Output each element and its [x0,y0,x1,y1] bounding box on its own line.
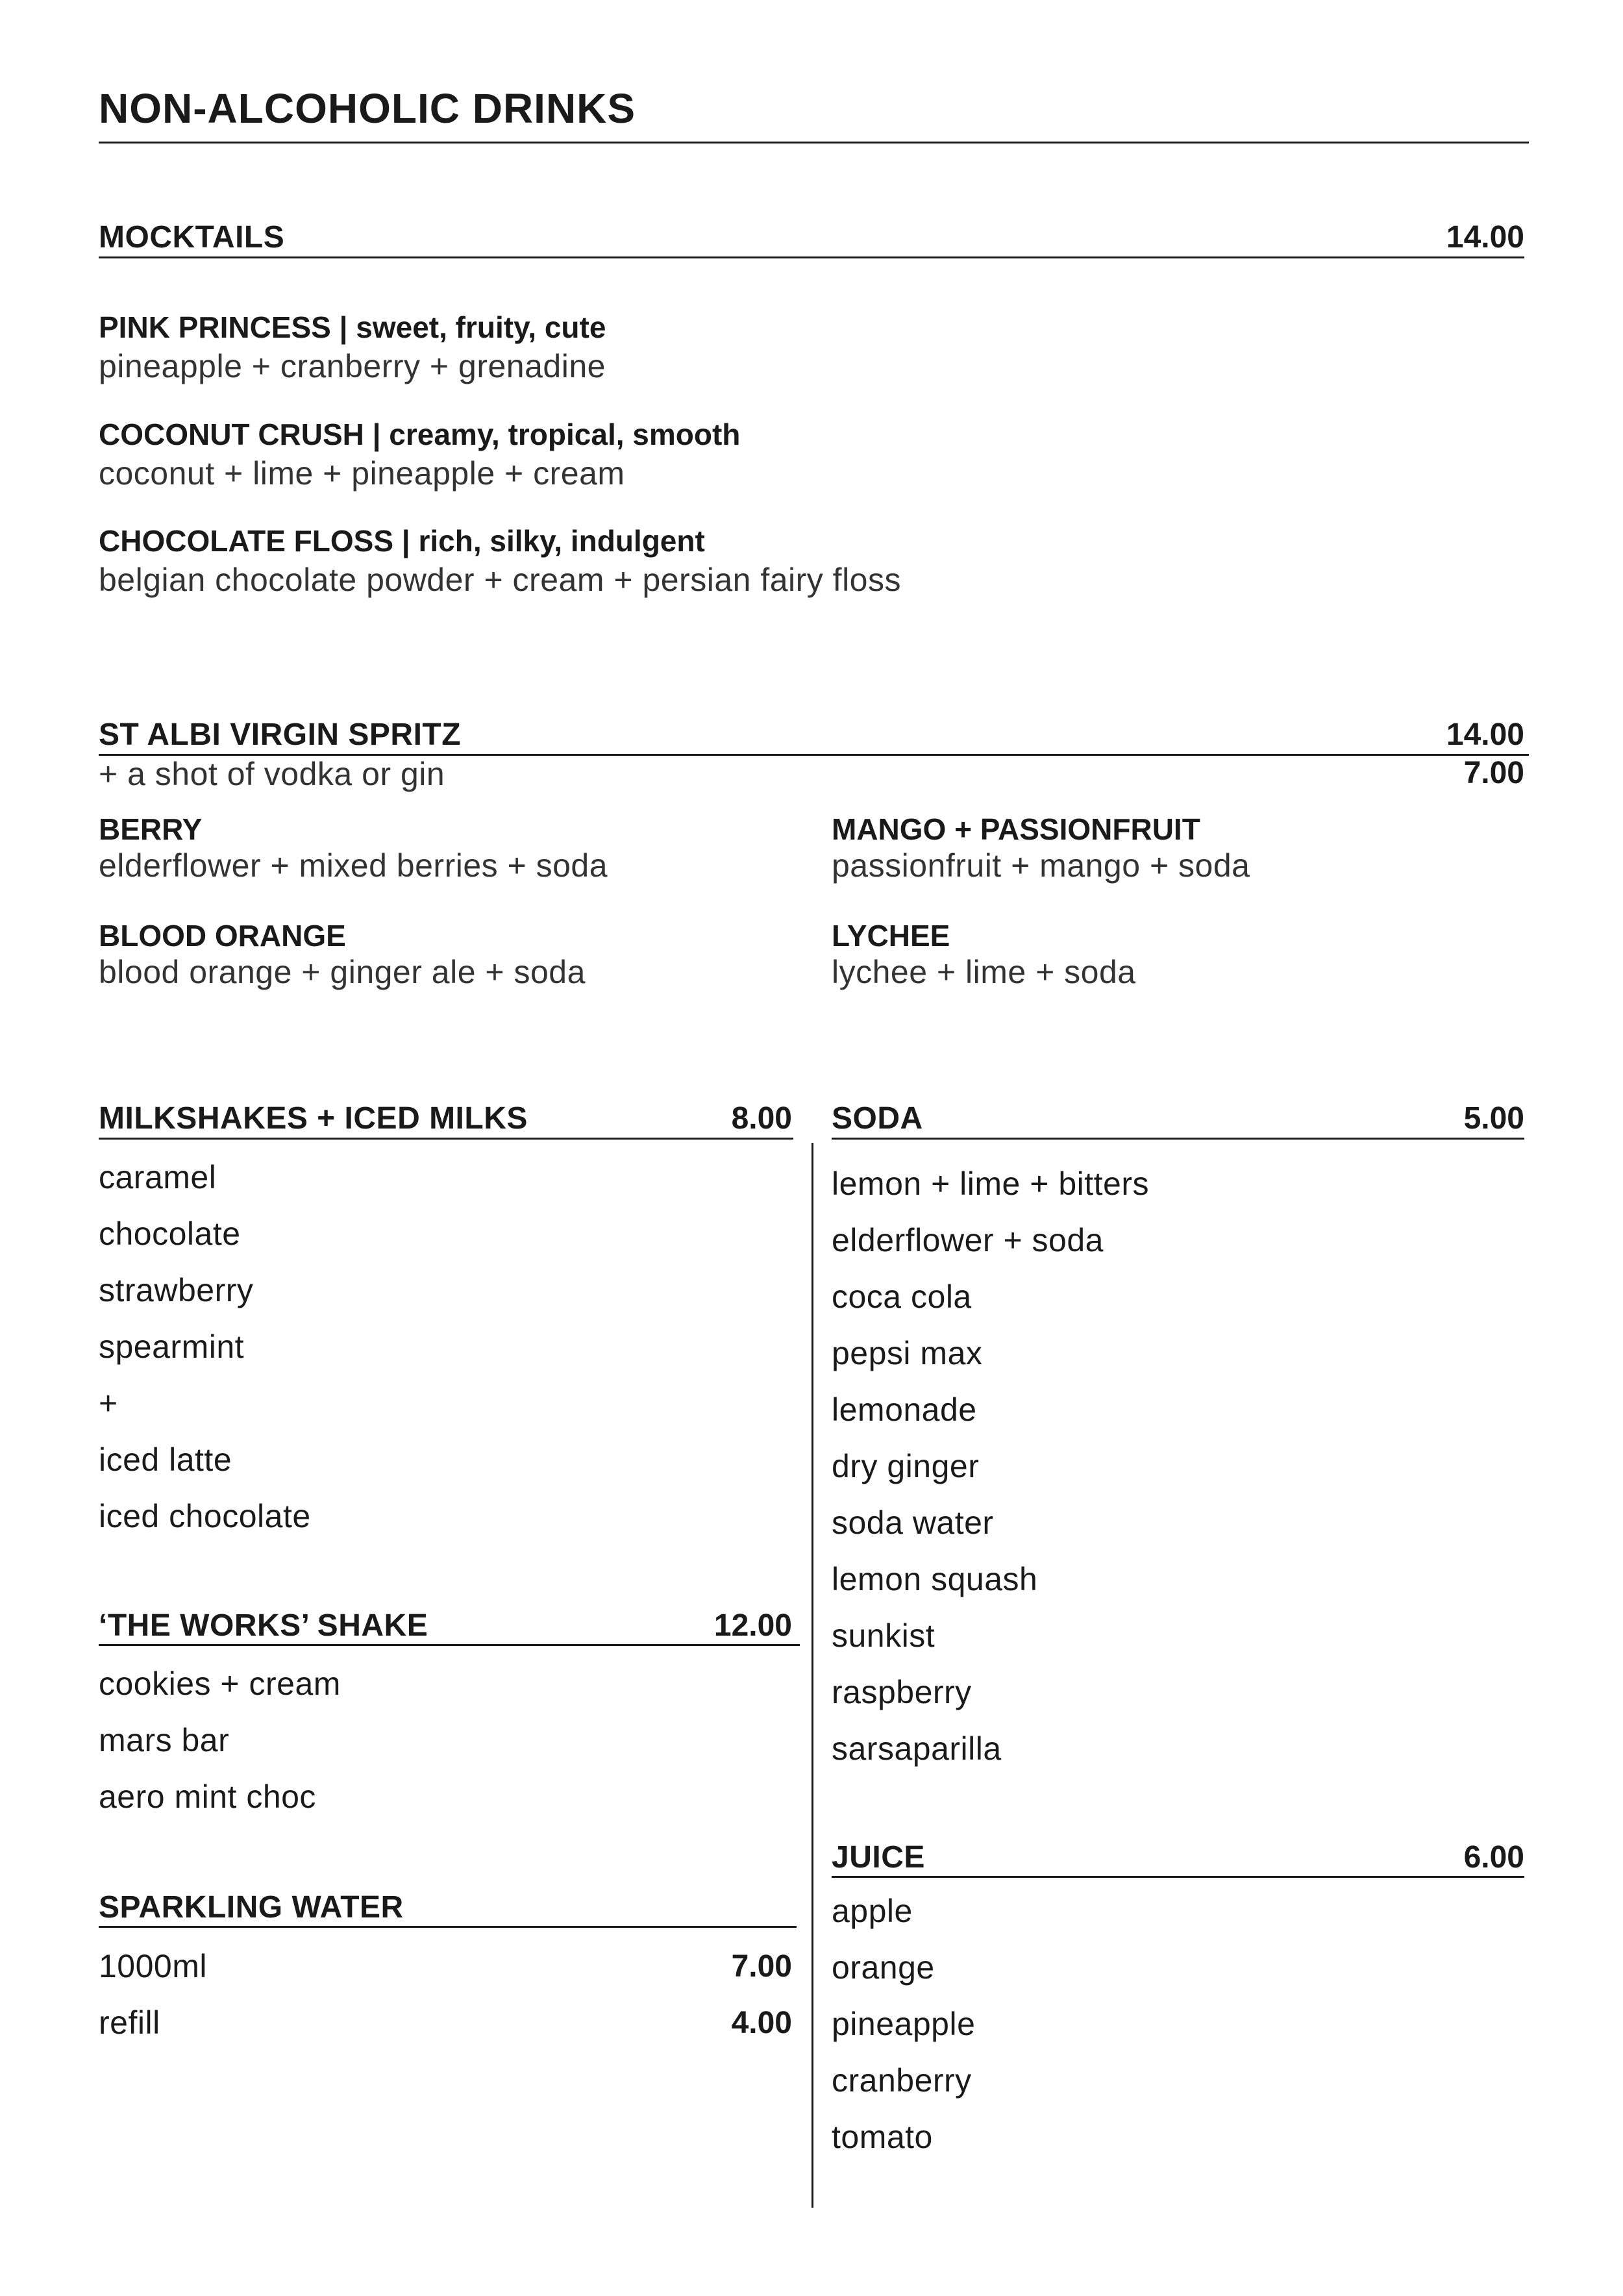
spritz-heading: ST ALBI VIRGIN SPRITZ [99,718,462,752]
list-item: pineapple [832,2006,976,2042]
mocktail-name: COCONUT CRUSH | creamy, tropical, smooth [99,418,741,451]
list-item: lemonade [832,1391,977,1428]
list-item: iced chocolate [99,1498,311,1534]
mocktail-name: CHOCOLATE FLOSS | rich, silky, indulgent [99,524,705,558]
title-rule [99,142,1529,144]
spritz-flavour-name: BLOOD ORANGE [99,919,346,953]
works-list [99,1656,341,1825]
list-item: caramel [99,1159,217,1195]
milkshakes-heading: MILKSHAKES + ICED MILKS [99,1101,528,1136]
spritz-flavour-desc: lychee + lime + soda [832,954,1136,990]
mocktail-desc: pineapple + cranberry + grenadine [99,348,606,384]
list-item: lemon + lime + bitters [832,1166,1149,1202]
spritz-addon-price: 7.00 [1463,756,1524,790]
mocktails-heading: MOCKTAILS [99,220,285,255]
list-item: dry ginger [832,1448,980,1484]
list-item: lemon squash [832,1561,1038,1597]
list-item: raspberry [832,1674,972,1710]
column-divider [812,1143,813,2208]
milkshakes-rule [99,1138,793,1140]
mocktails-rule [99,256,1524,258]
works-price: 12.00 [713,1608,792,1643]
list-item: elderflower + soda [832,1222,1104,1258]
spritz-price: 14.00 [1446,718,1524,752]
spritz-flavour-desc: passionfruit + mango + soda [832,847,1250,884]
sparkling-heading: SPARKLING WATER [99,1890,404,1925]
milkshakes-list [99,1149,311,1545]
list-item: chocolate [99,1216,241,1252]
list-item: sarsaparilla [832,1730,1002,1767]
list-item: iced latte [99,1441,232,1478]
list-item: orange [832,1949,935,1986]
list-item: pepsi max [832,1335,983,1371]
spritz-flavour-name: MANGO + PASSIONFRUIT [832,812,1200,846]
sparkling-refill: refill [99,2004,160,2041]
sparkling-refill-price: 4.00 [731,2006,792,2040]
soda-list [832,1156,1149,1777]
soda-rule [832,1138,1524,1140]
list-item: spearmint [99,1329,245,1365]
works-rule [99,1644,800,1646]
sparkling-rule [99,1926,797,1928]
spritz-addon: + a shot of vodka or gin [99,756,445,792]
list-item: mars bar [99,1722,230,1758]
soda-price: 5.00 [1463,1101,1524,1136]
mocktail-desc: coconut + lime + pineapple + cream [99,455,625,492]
list-item: strawberry [99,1272,254,1308]
list-item: sunkist [832,1617,935,1654]
sparkling-size: 1000ml [99,1948,207,1984]
mocktails-price: 14.00 [1446,220,1524,255]
mocktail-name: PINK PRINCESS | sweet, fruity, cute [99,310,606,344]
milkshakes-price: 8.00 [731,1101,792,1136]
list-item: coca cola [832,1279,972,1315]
juice-list [832,1883,975,2165]
spritz-flavour-name: BERRY [99,812,203,846]
mocktail-desc: belgian chocolate powder + cream + persian fairy floss [99,562,901,598]
list-item: soda water [832,1504,994,1541]
juice-price: 6.00 [1463,1840,1524,1875]
list-item: apple [832,1893,913,1929]
list-item: tomato [832,2119,933,2155]
works-heading: ‘THE WORKS’ SHAKE [99,1608,428,1643]
list-item: + [99,1385,118,1421]
sparkling-size-price: 7.00 [731,1949,792,1984]
soda-heading: SODA [832,1101,923,1136]
juice-rule [832,1876,1524,1878]
list-item: cranberry [832,2062,972,2099]
juice-heading: JUICE [832,1840,925,1875]
list-item: cookies + cream [99,1666,341,1702]
spritz-flavour-desc: elderflower + mixed berries + soda [99,847,608,884]
list-item: aero mint choc [99,1778,316,1815]
spritz-flavour-name: LYCHEE [832,919,950,953]
spritz-flavour-desc: blood orange + ginger ale + soda [99,954,586,990]
page-title: NON-ALCOHOLIC DRINKS [99,85,636,132]
